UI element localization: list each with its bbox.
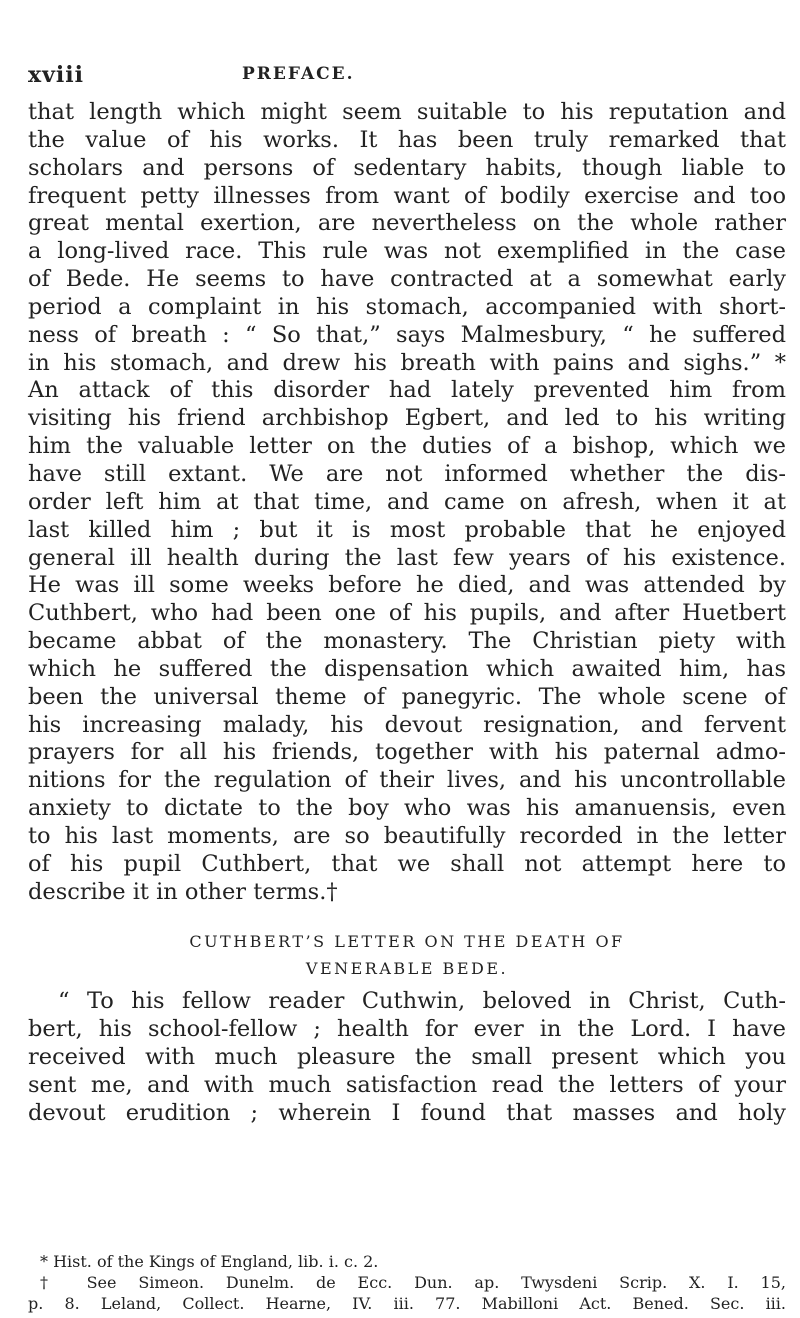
book-page [28, 0, 786, 1318]
paragraph-1 [28, 99, 786, 906]
footnote: † See Simeon. Dunelm. de Ecc. Dun. ap. Twysdeni Scrip. X. I. 15, [40, 1273, 786, 1292]
text-line: been the universal theme of panegyric. The whole scene of [28, 683, 786, 710]
section-heading: CUTHBERT’S LETTER ON THE DEATH OF [189, 932, 625, 952]
footnotes [28, 1251, 786, 1314]
text-line: in his stomach, and drew his breath with pains and sighs.” * [28, 349, 786, 376]
text-line: nitions for the regulation of their lives, and his uncontrollable [28, 767, 786, 794]
text-line: period a complaint in his stomach, accompanied with short- [28, 293, 786, 320]
text-line: which he suffered the dispensation which awaited him, has [28, 655, 786, 682]
text-line: He was ill some weeks before he died, and was attended by [28, 572, 786, 599]
text-line: great mental exertion, are nevertheless on the whole rather [28, 210, 786, 237]
text-line: the value of his works. It has been truly remarked that [28, 126, 786, 153]
text-line: have still extant. We are not informed whether the dis- [28, 460, 786, 487]
text-line: An attack of this disorder had lately prevented him from [28, 377, 786, 404]
page-header [28, 62, 778, 86]
text-line: became abbat of the monastery. The Christian piety with [28, 628, 786, 655]
text-line: to his last moments, are so beautifully recorded in the letter [28, 822, 786, 849]
footnote: * Hist. of the Kings of England, lib. i. c. 2. [40, 1252, 379, 1271]
text-line: received with much pleasure the small present which you [28, 1044, 786, 1071]
text-line: Cuthbert, who had been one of his pupils, and after Huetbert [28, 600, 786, 627]
text-line: ness of breath : “ So that,” says Malmesbury, “ he suffered [28, 321, 786, 348]
text-line: of Bede. He seems to have contracted at a somewhat early [28, 266, 786, 293]
text-line: bert, his school-fellow ; health for ever in the Lord. I have [28, 1016, 786, 1043]
text-line: a long-lived race. This rule was not exemplified in the case [28, 238, 786, 265]
section-heading-continued: VENERABLE BEDE. [305, 959, 509, 979]
text-line: that length which might seem suitable to his reputation and [28, 99, 786, 125]
text-line: his increasing malady, his devout resignation, and fervent [28, 711, 786, 738]
text-line: order left him at that time, and came on afresh, when it at [28, 488, 786, 515]
text-line: describe it in other terms.† [28, 878, 338, 905]
text-line: sent me, and with much satisfaction read the letters of your [28, 1072, 786, 1098]
main-text [28, 99, 786, 1128]
text-line: anxiety to dictate to the boy who was his amanuensis, even [28, 795, 786, 822]
text-line: him the valuable letter on the duties of a bishop, which we [28, 433, 786, 460]
paragraph-2 [28, 988, 786, 1127]
footnote-continued: p. 8. Leland, Collect. Hearne, IV. iii. 77. Mabilloni Act. Bened. Sec. iii. [28, 1294, 786, 1313]
text-line: “ To his fellow reader Cuthwin, beloved in Christ, Cuth- [58, 988, 786, 1015]
text-line: scholars and persons of sedentary habits, though liable to [28, 154, 786, 181]
text-line: general ill health during the last few years of his existence. [28, 544, 786, 571]
running-head: PREFACE. [242, 64, 355, 84]
text-line: devout erudition ; wherein I found that masses and holy [28, 1099, 786, 1126]
page-number: xviii [28, 62, 84, 88]
text-line: last killed him ; but it is most probable that he enjoyed [28, 516, 786, 543]
text-line: visiting his friend archbishop Egbert, and led to his writing [28, 405, 786, 432]
text-line: prayers for all his friends, together with his paternal admo- [28, 739, 786, 766]
text-line: frequent petty illnesses from want of bodily exercise and too [28, 182, 786, 209]
text-line: of his pupil Cuthbert, that we shall not attempt here to [28, 850, 786, 877]
